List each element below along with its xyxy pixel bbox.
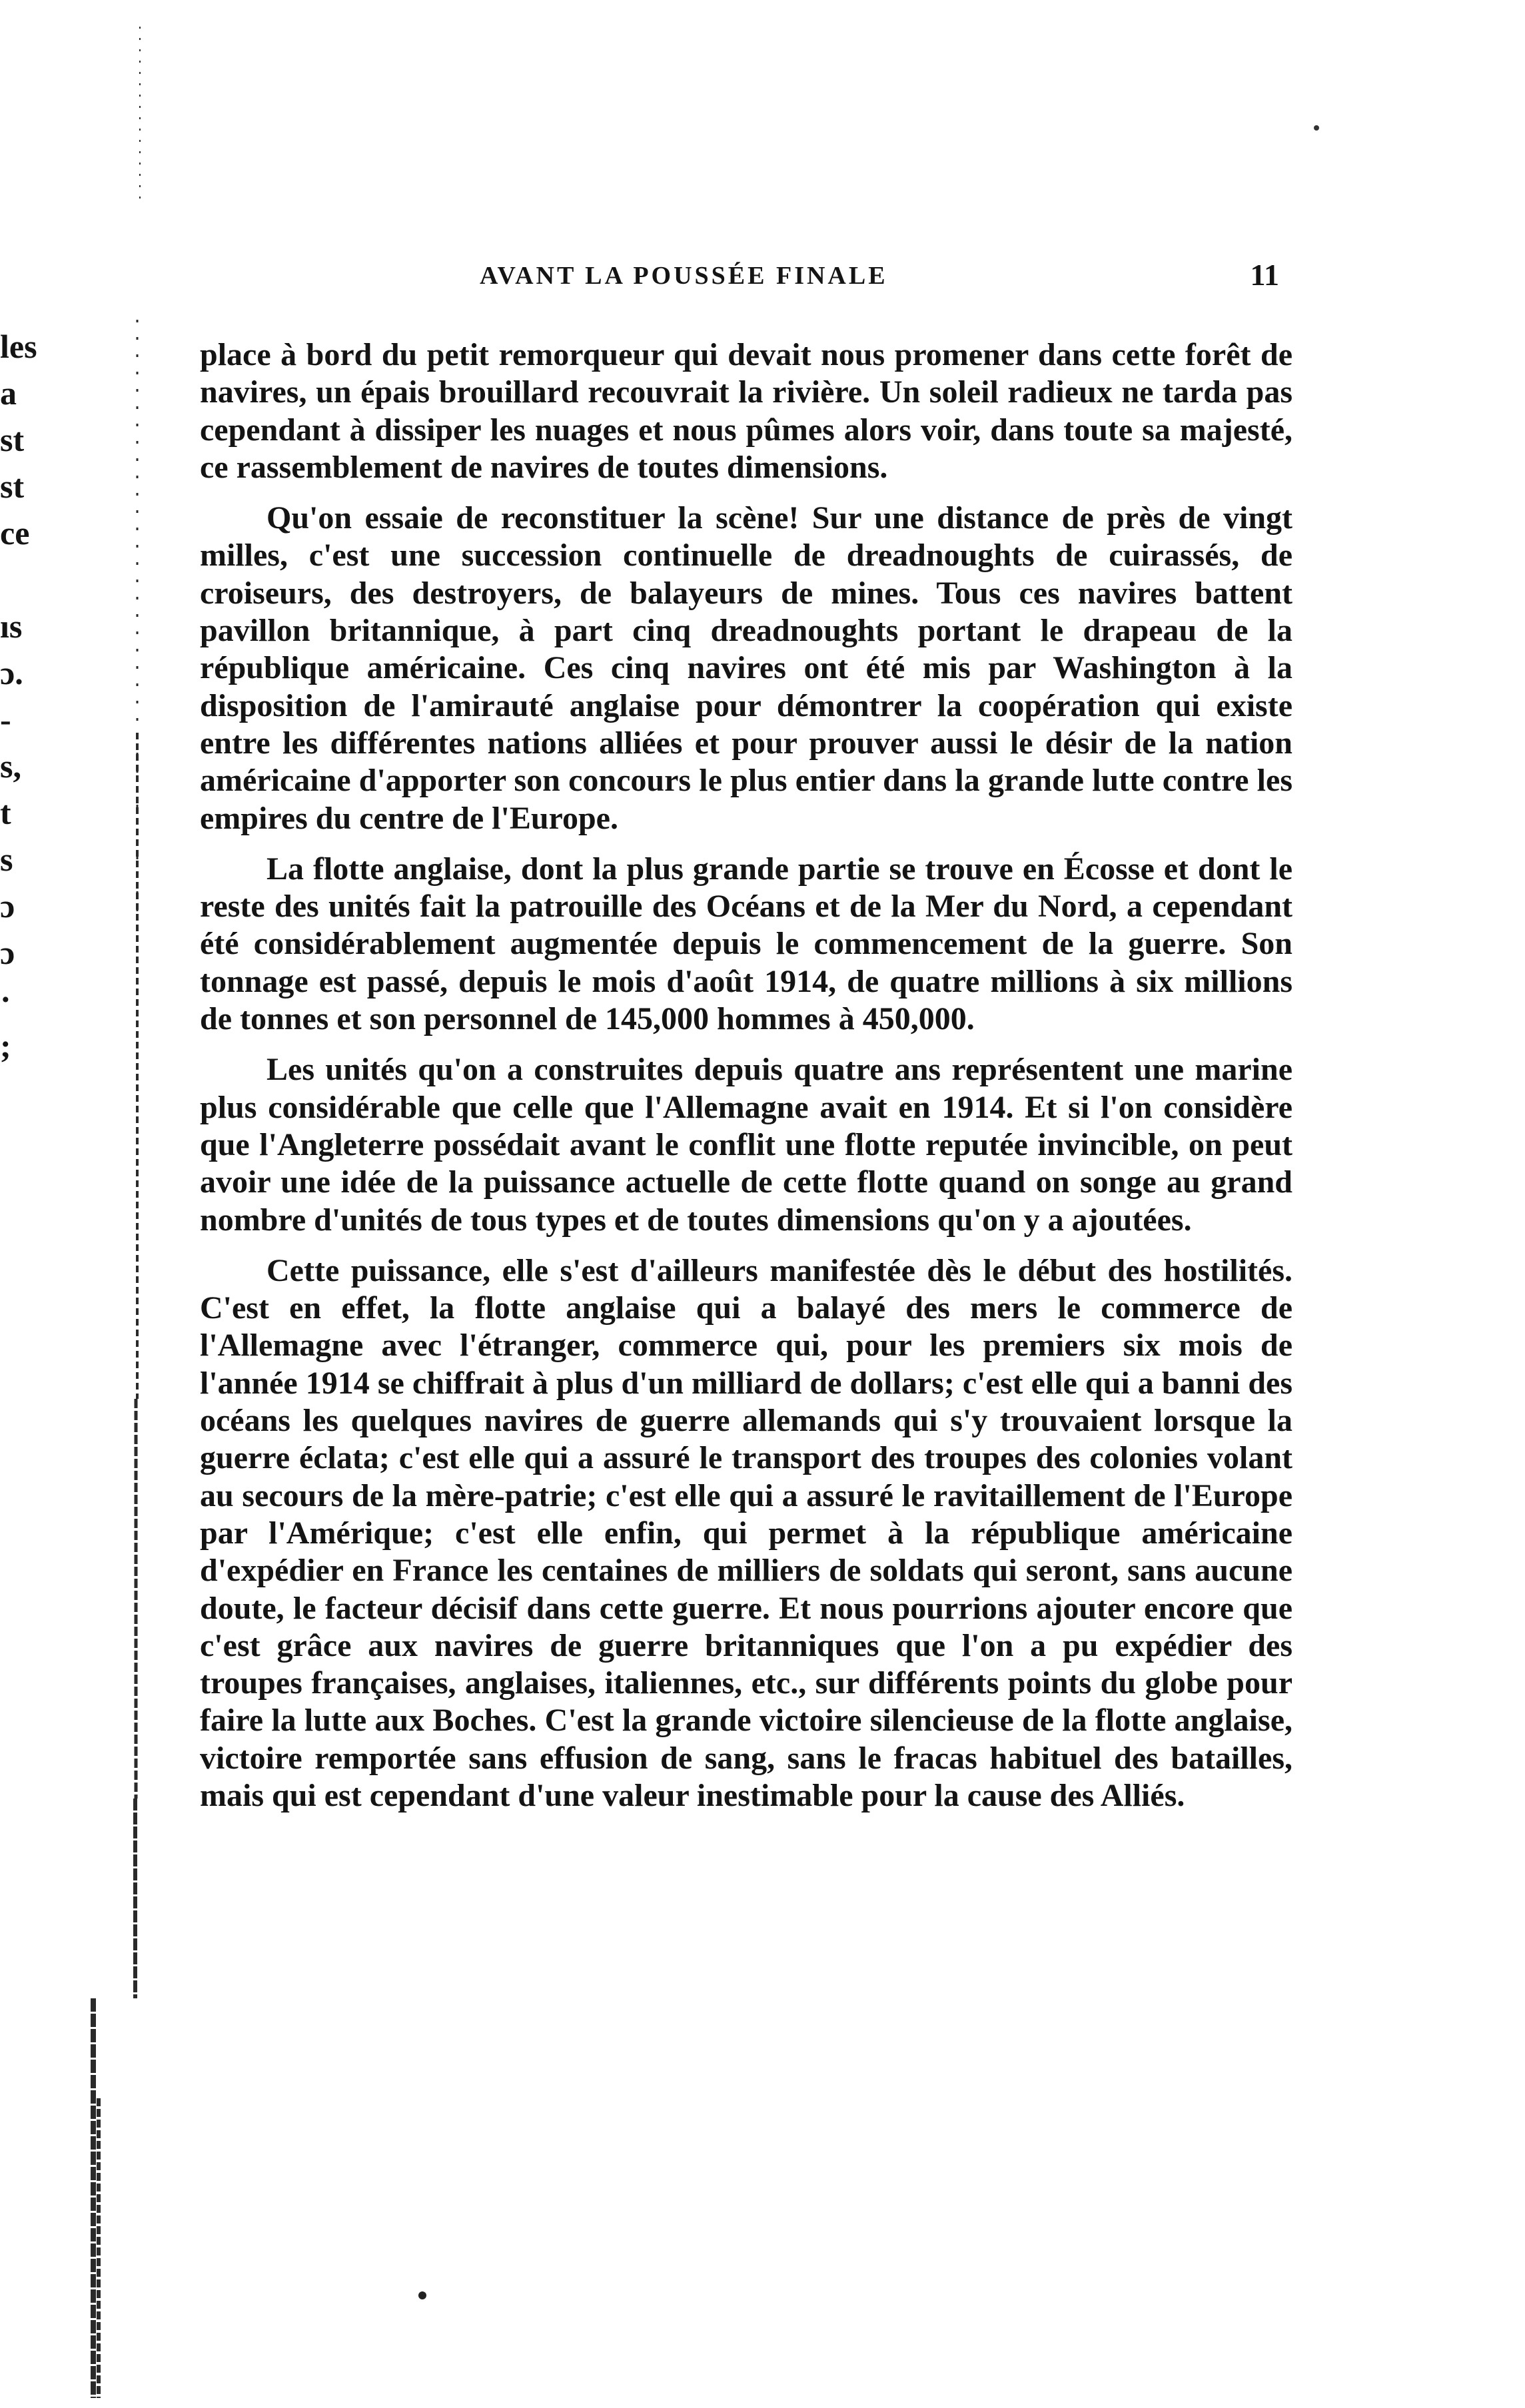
paragraph: Les unités qu'on a construites depuis quatre ans représentent une marine plus considérable que celle que l'Allemagne avait en 1914. Et si l'on considère que l'Angleterre possédait avant le conflit une flotte reputée invincible, on peut avoir une idée de la puissance actuelle de cette flotte quand on songe au grand nombre d'unités de tous types et de toutes dimensions qu'on y a ajoutées. <box>200 1052 1292 1238</box>
paragraph: La flotte anglaise, dont la plus grande partie se trouve en Écosse et dont le reste des unités fait la patrouille des Océans et de la Mer du Nord, a cependant été considérablement augmentée depuis le commencement de la guerre. Son tonnage est passé, depuis le mois d'août 1914, de quatre millions à six millions de tonnes et son personnel de 145,000 hommes à 450,000. <box>200 851 1292 1037</box>
fragment: t <box>0 794 11 831</box>
running-title: AVANT LA POUSSÉE FINALE <box>480 262 888 290</box>
paragraph: Cette puissance, elle s'est d'ailleurs manifestée dès le début des hostilités. C'est en effet, la flotte anglaise qui a balayé des mers le commerce de l'Allemagne avec l'étranger, commerce qui, pour les premiers six mois de l'année 1914 se chiffrait à plus d'un milliard de dollars; c'est elle qui a banni des océans les quelques navires de guerre allemands qui s'y trouvaient lorsque la guerre éclata; c'est elle qui a assuré le transport des troupes des colonies volant au secours de la mère-patrie; c'est elle qui a assuré le ravitaillement de l'Europe par l'Amérique; c'est elle enfin, qui permet à la république américaine d'expédier en France les centaines de milliers de soldats qui seront, sans aucune doute, le facteur décisif dans cette guerre. Et nous pourrions ajouter encore que c'est grâce aux navires de guerre britanniques que l'on a pu expédier des troupes françaises, anglaises, italiennes, etc., sur différents points du globe pour faire la lutte aux Boches. C'est la grande victoire silencieuse de la flotte anglaise, victoire remportée sans effusion de sang, sans le fracas habituel des batailles, mais qui est cependant d'une valeur inestimable pour la cause des Alliés. <box>200 1252 1292 1813</box>
fragment: s, <box>0 747 21 785</box>
left-page-fragments <box>0 326 60 1072</box>
fragment: ɔ <box>0 887 15 925</box>
fragment: - <box>0 701 11 738</box>
paragraph: Qu'on essaie de reconstituer la scène! Sur une distance de près de vingt milles, c'est une succession continuelle de dreadnoughts de cuirassés, de croiseurs, des destroyers, de balayeurs de mines. Tous ces navires battent pavillon britannique, à part cinq dreadnoughts portant le drapeau de la république américaine. Ces cinq navires ont été mis par Washington à la disposition de l'amirauté anglaise pour démontrer la coopération qui existe entre les différentes nations alliées et pour prouver aussi le désir de la nation américaine d'apporter son concours le plus entier dans la grande lutte contre les empires du centre de l'Europe. <box>200 500 1292 836</box>
fragment: ɔ. <box>0 654 23 691</box>
fragment: · <box>0 981 11 1018</box>
page-number: 11 <box>1250 258 1279 292</box>
paragraph: place à bord du petit remorqueur qui devait nous promener dans cette forêt de navires, un épais brouillard recouvrait la rivière. Un soleil radieux ne tarda pas cependant à dissiper les nuages et nous pûmes alors voir, dans toute sa majesté, ce rassemblement de navires de toutes dimensions. <box>200 337 1292 485</box>
footer-speck <box>418 2291 426 2299</box>
fragment: st <box>0 468 25 505</box>
fragment: ; <box>0 1027 11 1064</box>
fragment: a <box>0 374 17 412</box>
fragment: les <box>0 328 37 365</box>
fragment: st <box>0 421 25 458</box>
speck <box>1314 125 1319 131</box>
fragment: ce <box>0 514 30 552</box>
fragment: s <box>0 841 13 878</box>
body-text <box>200 336 1292 1828</box>
fragment: ıs <box>0 607 23 645</box>
page-header <box>200 257 1292 304</box>
fragment: ɔ <box>0 934 15 971</box>
fragment <box>0 560 60 606</box>
